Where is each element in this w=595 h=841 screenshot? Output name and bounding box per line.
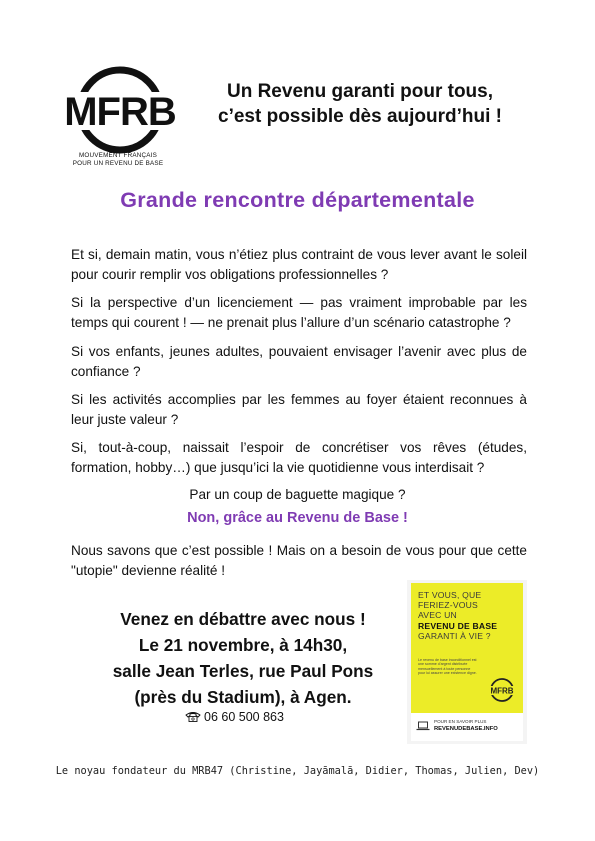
event-details — [88, 606, 398, 710]
poster-more-info: POUR EN SAVOIR PLUS — [434, 719, 487, 724]
phone-number: 06 60 500 863 — [204, 710, 284, 724]
paragraph: Si la perspective d’un licenciement — pas vraiment improbable par les temps qui courent ! — ne prenait plus l’allure d’un scénario catastrophe ? — [71, 295, 527, 330]
laptop-icon — [416, 721, 430, 731]
poster-line1: ET VOUS, QUE — [418, 590, 482, 600]
event-date: Le 21 novembre, à 14h30, — [138, 635, 348, 655]
paragraph: Si les activités accomplies par les femmes au foyer étaient reconnues à leur juste valeur ? — [71, 392, 527, 427]
logo-caption-line2: POUR UN REVENU DE BASE — [72, 160, 164, 167]
paragraph: Et si, demain matin, vous n’étiez plus contraint de vous lever avant le soleil pour courir remplir vos obligations professionnelles ? — [71, 247, 527, 282]
paragraph: Si vos enfants, jeunes adultes, pouvaient envisager l’avenir avec plus de confiance ? — [71, 344, 527, 379]
poster-small-text: Le revenu de base inconditionnel est une somme d’argent distribuée mensuellement à toute personne pour lui assurer une existence digne. — [418, 658, 477, 676]
magic-question: Par un coup de baguette magique ? — [189, 487, 406, 502]
call-to-action: Nous savons que c’est possible ! Mais on a besoin de vous pour que cette "utopie" devienne réalité ! — [71, 543, 527, 578]
event-location: (près du Stadium), à Agen. — [134, 687, 352, 707]
slogan: Non, grâce au Revenu de Base ! — [187, 510, 408, 526]
poster-logo — [488, 676, 516, 704]
svg-text:MFRB: MFRB — [64, 90, 176, 134]
headline-line1: Un Revenu garanti pour tous, — [226, 81, 494, 102]
poster-line4: REVENU DE BASE — [418, 620, 498, 631]
footer-credits: Le noyau fondateur du MRB47 (Christine, Jayāmalā, Didier, Thomas, Julien, Dev) — [55, 765, 540, 777]
poster-line2: FERIEZ-VOUS — [418, 600, 478, 611]
poster-text — [418, 590, 522, 641]
logo-caption — [58, 152, 178, 168]
event-line1: Venez en débattre avec nous ! — [120, 609, 366, 629]
paragraph: Si, tout-à-coup, naissait l’espoir de concrétiser vos rêves (études, formation, hobby…) que jusqu’ici la vie quotidienne vous interdisait ? — [71, 440, 527, 475]
poster-line5: GARANTI À VIE ? — [418, 630, 491, 641]
headline — [185, 79, 535, 129]
phone-contact — [185, 710, 284, 724]
page-subtitle: Grande rencontre départementale — [120, 188, 475, 212]
svg-text:MFRB: MFRB — [490, 686, 514, 696]
event-venue: salle Jean Terles, rue Paul Pons — [112, 661, 374, 681]
poster-url: REVENUDEBASE.INFO — [434, 726, 498, 732]
logo-caption-line1: MOUVEMENT FRANÇAIS — [78, 152, 157, 159]
headline-line2: c’est possible dès aujourd’hui ! — [218, 106, 502, 127]
poster-line3: AVEC UN — [418, 610, 457, 621]
phone-icon — [185, 711, 201, 722]
